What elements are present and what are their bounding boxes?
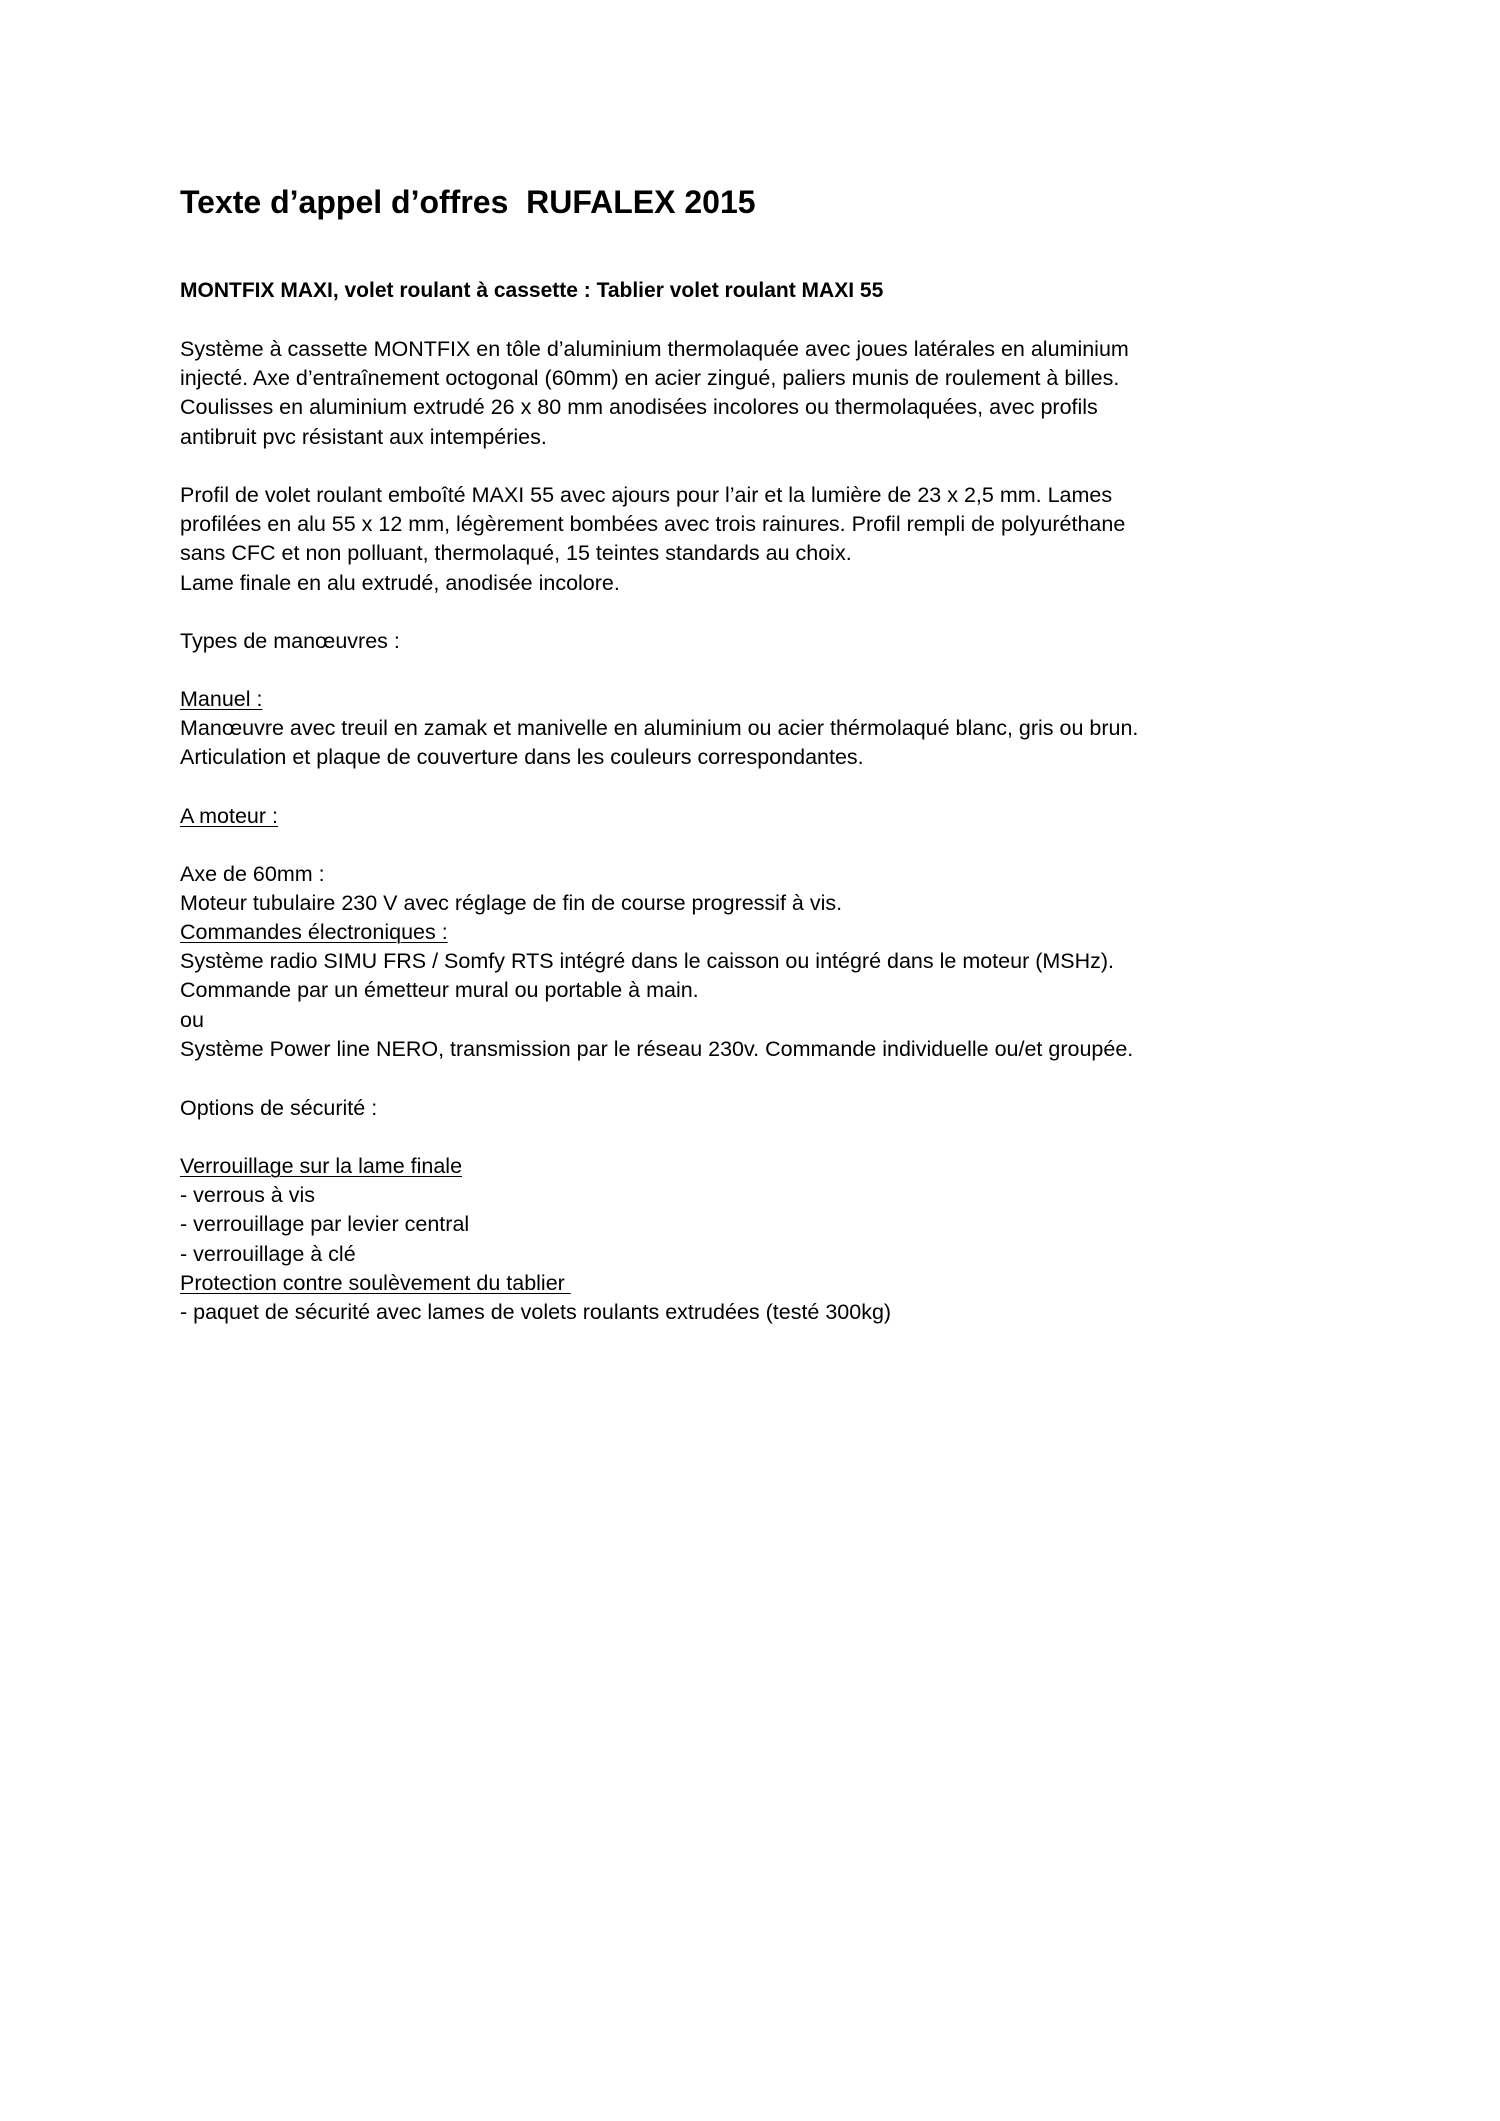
list-item: - verrouillage à clé [180, 1241, 356, 1266]
text-line: Système radio SIMU FRS / Somfy RTS intégré dans le caisson ou intégré dans le moteur (MSHz). [180, 949, 1115, 974]
section-manuel [180, 685, 1380, 773]
protection-heading: Protection contre soulèvement du tablier [180, 1271, 571, 1295]
section-moteur-details [180, 860, 1380, 918]
text-line: injecté. Axe d’entraînement octogonal (60mm) en acier zingué, paliers munis de roulement à billes. [180, 366, 1120, 391]
text-line: Système Power line NERO, transmission par le réseau 230v. Commande individuelle ou/et groupée. [180, 1036, 1134, 1061]
commandes-heading: Commandes électroniques : [180, 920, 448, 944]
text-line: Coulisses en aluminium extrudé 26 x 80 mm anodisées incolores ou thermolaquées, avec profils [180, 395, 1098, 420]
list-item: - verrous à vis [180, 1183, 316, 1208]
document-title: Texte d’appel d’offres RUFALEX 2015 [180, 184, 756, 220]
text-line: Commande par un émetteur mural ou portable à main. [180, 978, 699, 1003]
paragraph-cassette-system [180, 335, 1380, 452]
list-item: - verrouillage par levier central [180, 1212, 470, 1237]
text-line: Options de sécurité : [180, 1096, 378, 1120]
verrouillage-heading: Verrouillage sur la lame finale [180, 1154, 463, 1178]
list-item: - paquet de sécurité avec lames de volets roulants extrudées (testé 300kg) [180, 1300, 892, 1325]
section-securite-heading [180, 1094, 1380, 1123]
section-manoeuvres-heading [180, 627, 1380, 656]
text-line: sans CFC et non polluant, thermolaqué, 15 teintes standards au choix. [180, 541, 852, 566]
text-line: ou [180, 1007, 204, 1032]
section-commandes [180, 918, 1380, 1064]
manuel-heading: Manuel : [180, 687, 263, 711]
document-content [180, 176, 1380, 1325]
text-line: Articulation et plaque de couverture dans les couleurs correspondantes. [180, 745, 864, 770]
section-moteur [180, 802, 1380, 831]
text-line: profilées en alu 55 x 12 mm, légèrement bombées avec trois rainures. Profil rempli de polyuréthane [180, 512, 1126, 537]
text-line: Manœuvre avec treuil en zamak et manivelle en aluminium ou acier thérmolaqué blanc, gris ou brun. [180, 716, 1139, 741]
section-protection [180, 1269, 1380, 1327]
document-subtitle: MONTFIX MAXI, volet roulant à cassette : Tablier volet roulant MAXI 55 [180, 279, 884, 302]
text-line: Moteur tubulaire 230 V avec réglage de fin de course progressif à vis. [180, 891, 843, 916]
text-line: antibruit pvc résistant aux intempéries. [180, 424, 547, 449]
text-line: Profil de volet roulant emboîté MAXI 55 avec ajours pour l’air et la lumière de 23 x 2,5 mm. Lames [180, 483, 1113, 507]
text-line: Axe de 60mm : [180, 862, 325, 886]
moteur-heading: A moteur : [180, 804, 278, 828]
text-line: Lame finale en alu extrudé, anodisée incolore. [180, 570, 620, 595]
section-verrouillage [180, 1152, 1380, 1269]
text-line: Types de manœuvres : [180, 629, 400, 653]
paragraph-shutter-profile [180, 481, 1380, 598]
text-line: Système à cassette MONTFIX en tôle d’aluminium thermolaquée avec joues latérales en aluminium [180, 337, 1129, 361]
